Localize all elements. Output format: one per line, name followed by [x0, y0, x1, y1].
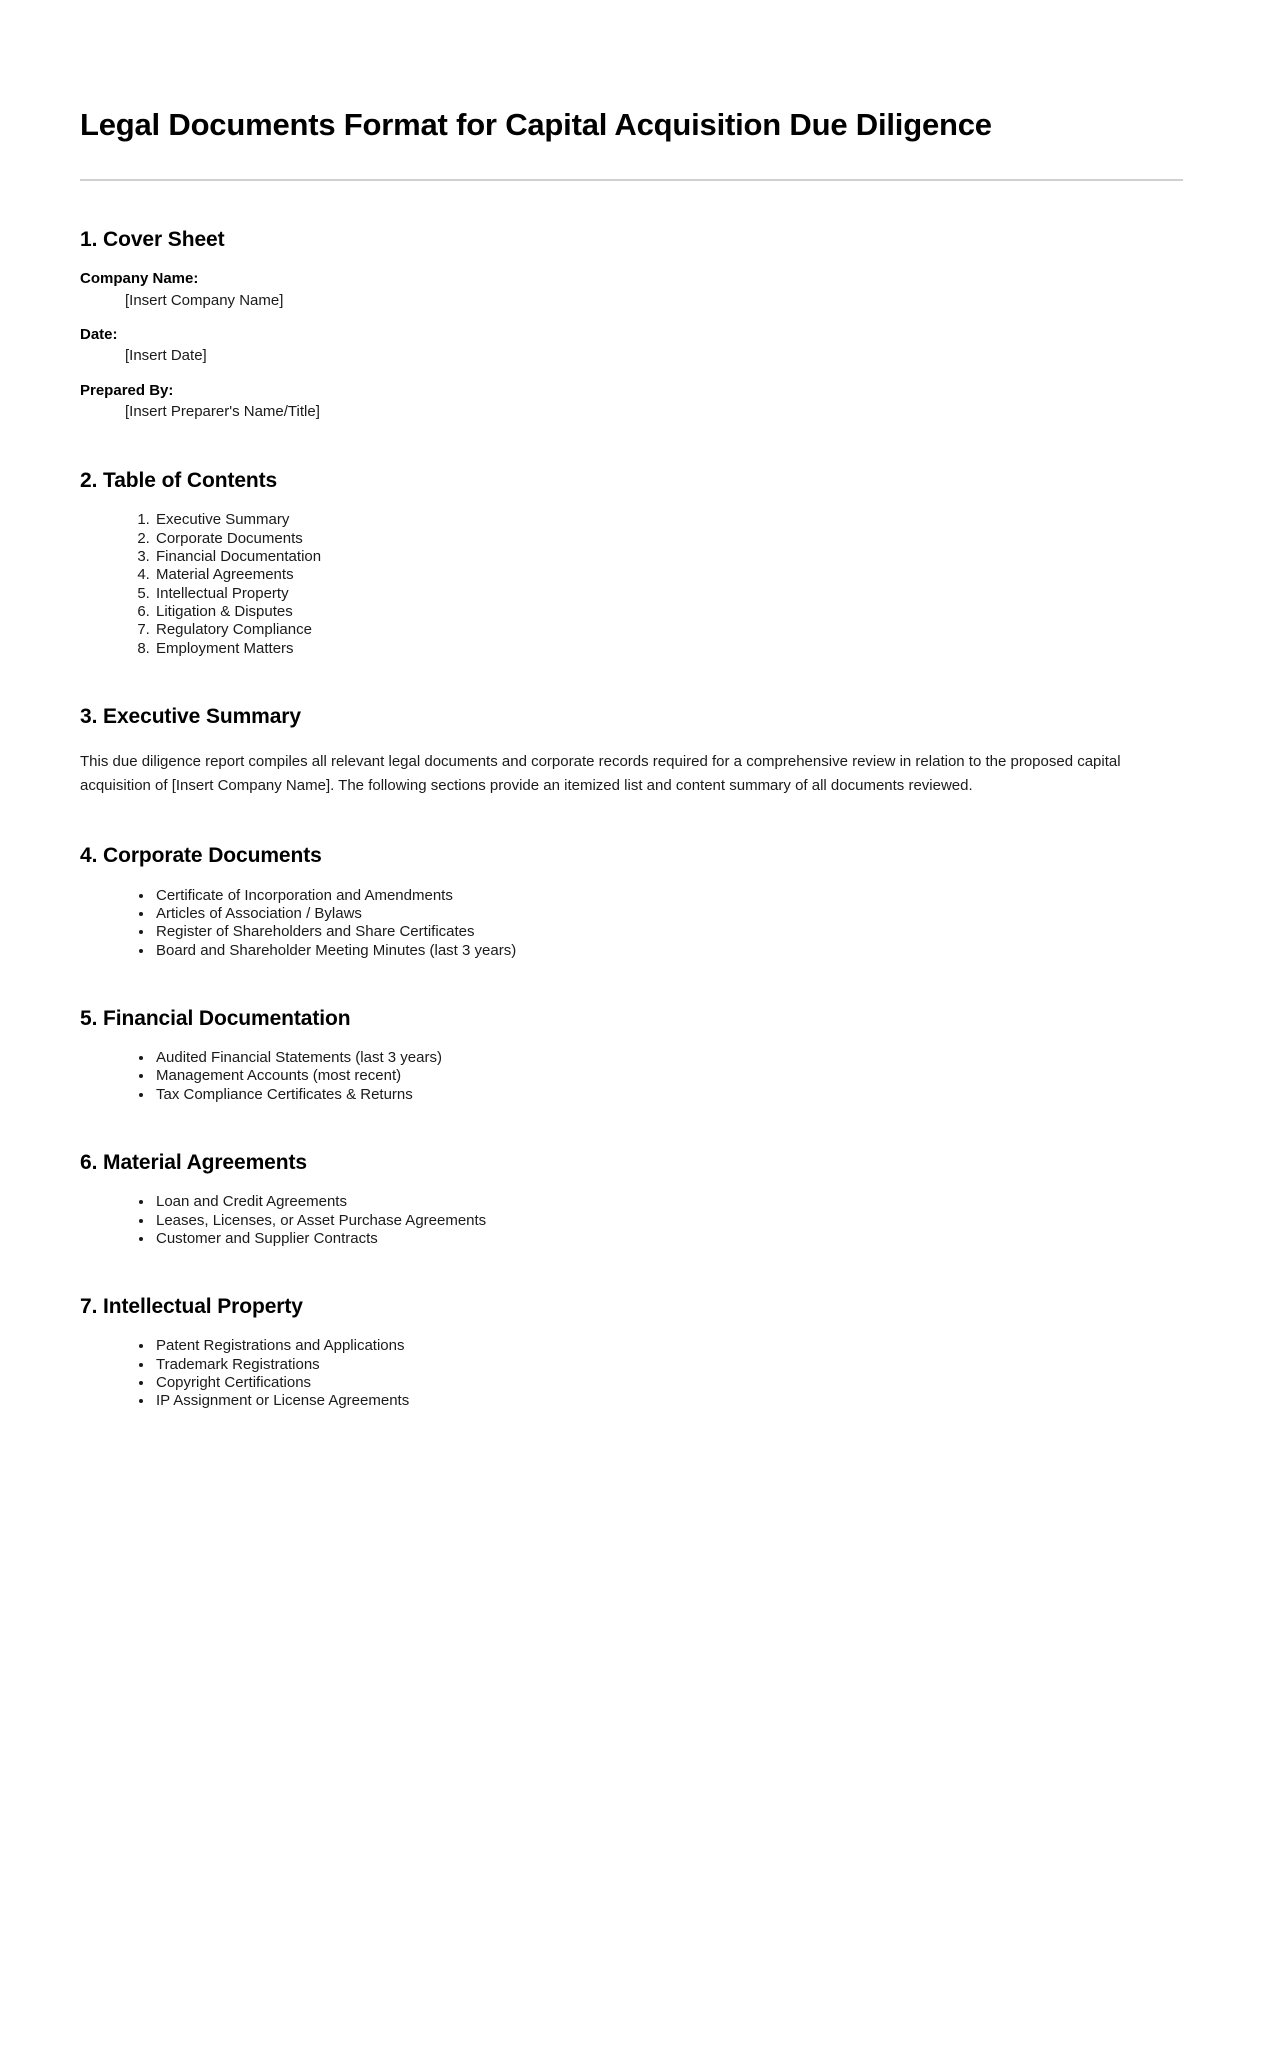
toc-item: 6. Litigation & Disputes	[154, 603, 1183, 621]
cover-fields	[80, 268, 1183, 422]
bullet-item: • Patent Registrations and Applications	[154, 1337, 1183, 1355]
field-label: Company Name:	[80, 270, 199, 288]
toc-item: 8. Employment Matters	[154, 640, 1183, 658]
bullet-item: • Tax Compliance Certificates & Returns	[154, 1086, 1183, 1104]
doc-section	[80, 1006, 1183, 1104]
toc-item: 1. Executive Summary	[154, 511, 1183, 529]
section-heading: 6. Material Agreements	[80, 1151, 307, 1175]
section-heading: 7. Intellectual Property	[80, 1295, 303, 1319]
bullet-item: • Leases, Licenses, or Asset Purchase Agreements	[154, 1212, 1183, 1230]
field-value-placeholder: [Insert Preparer's Name/Title]	[125, 402, 320, 420]
bullet-item: • Articles of Association / Bylaws	[154, 905, 1183, 923]
field-label: Date:	[80, 326, 118, 344]
toc-item: 4. Material Agreements	[154, 566, 1183, 584]
bullet-item: • Register of Shareholders and Share Certificates	[154, 923, 1183, 941]
bullet-item: • Management Accounts (most recent)	[154, 1067, 1183, 1085]
doc-section	[80, 1294, 1183, 1410]
toc-item: 7. Regulatory Compliance	[154, 621, 1183, 639]
table-of-contents-list	[80, 511, 1183, 657]
bullet-item: • Certificate of Incorporation and Amendments	[154, 887, 1183, 905]
bullet-list	[80, 1337, 1183, 1410]
cover-field	[80, 268, 1183, 311]
cover-field	[80, 324, 1183, 367]
section-heading: 4. Corporate Documents	[80, 844, 322, 868]
section-heading: 5. Financial Documentation	[80, 1006, 351, 1030]
bullet-item: • Audited Financial Statements (last 3 years)	[154, 1049, 1183, 1067]
doc-section	[80, 843, 1183, 959]
section-heading: 1. Cover Sheet	[80, 228, 225, 252]
doc-section	[80, 704, 1183, 798]
bullet-item: • IP Assignment or License Agreements	[154, 1392, 1183, 1410]
bullet-item: • Copyright Certifications	[154, 1374, 1183, 1392]
toc-item: 2. Corporate Documents	[154, 530, 1183, 548]
bullet-item: • Board and Shareholder Meeting Minutes (last 3 years)	[154, 942, 1183, 960]
doc-section	[80, 1150, 1183, 1248]
doc-section	[80, 468, 1183, 658]
field-value-placeholder: [Insert Company Name]	[125, 291, 284, 309]
bullet-item: • Loan and Credit Agreements	[154, 1193, 1183, 1211]
section-heading: 2. Table of Contents	[80, 469, 278, 493]
sections-container	[80, 227, 1183, 1410]
bullet-list	[80, 887, 1183, 960]
field-label: Prepared By:	[80, 381, 174, 399]
bullet-list	[80, 1193, 1183, 1248]
field-value-placeholder: [Insert Date]	[125, 347, 207, 365]
bullet-item: • Customer and Supplier Contracts	[154, 1230, 1183, 1248]
section-heading: 3. Executive Summary	[80, 704, 301, 728]
cover-field	[80, 380, 1183, 423]
toc-item: 5. Intellectual Property	[154, 585, 1183, 603]
toc-item: 3. Financial Documentation	[154, 548, 1183, 566]
bullet-item: • Trademark Registrations	[154, 1356, 1183, 1374]
title-divider	[80, 179, 1183, 181]
doc-section	[80, 227, 1183, 422]
bullet-list	[80, 1049, 1183, 1104]
section-paragraph: This due diligence report compiles all relevant legal documents and corporate records required for a comprehensive review in relation to the proposed capital acquisition of [Insert Company Name]. The following sections provide an itemized list and content summary of all documents reviewed.	[80, 753, 1121, 794]
page-title: Legal Documents Format for Capital Acquisition Due Diligence	[80, 107, 992, 142]
